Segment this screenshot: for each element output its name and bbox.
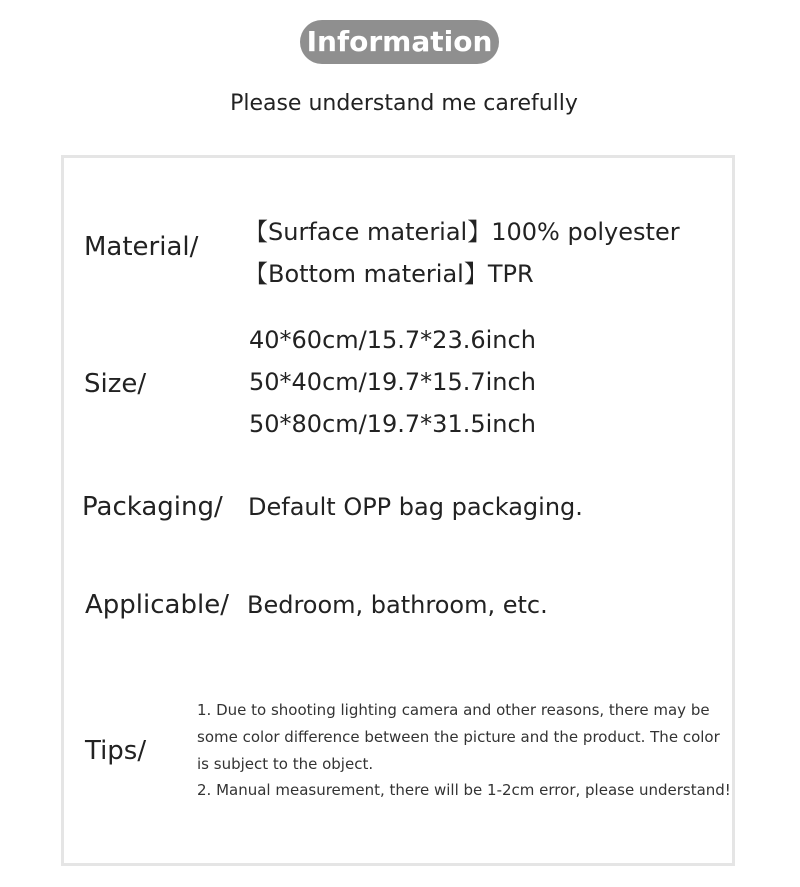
packaging-value: Default OPP bag packaging. bbox=[248, 493, 583, 521]
material-label: Material/ bbox=[84, 232, 199, 262]
tips-label: Tips/ bbox=[85, 736, 147, 766]
size-option-2: 50*40cm/19.7*15.7inch bbox=[249, 368, 536, 396]
applicable-label: Applicable/ bbox=[85, 590, 229, 620]
material-surface: 【Surface material】100% polyester bbox=[244, 218, 680, 246]
material-bottom: 【Bottom material】TPR bbox=[244, 260, 534, 288]
applicable-value: Bedroom, bathroom, etc. bbox=[247, 591, 548, 619]
packaging-label: Packaging/ bbox=[82, 492, 223, 522]
tip-line-3: is subject to the object. bbox=[197, 755, 374, 773]
tip-line-1: 1. Due to shooting lighting camera and other reasons, there may be bbox=[197, 701, 710, 719]
information-badge: Information bbox=[300, 20, 499, 64]
tip-line-4: 2. Manual measurement, there will be 1-2cm error, please understand! bbox=[197, 781, 731, 799]
tip-line-2: some color difference between the picture and the product. The color bbox=[197, 728, 720, 746]
size-option-3: 50*80cm/19.7*31.5inch bbox=[249, 410, 536, 438]
size-label: Size/ bbox=[84, 369, 147, 399]
subtitle: Please understand me carefully bbox=[230, 91, 578, 116]
size-option-1: 40*60cm/15.7*23.6inch bbox=[249, 326, 536, 354]
